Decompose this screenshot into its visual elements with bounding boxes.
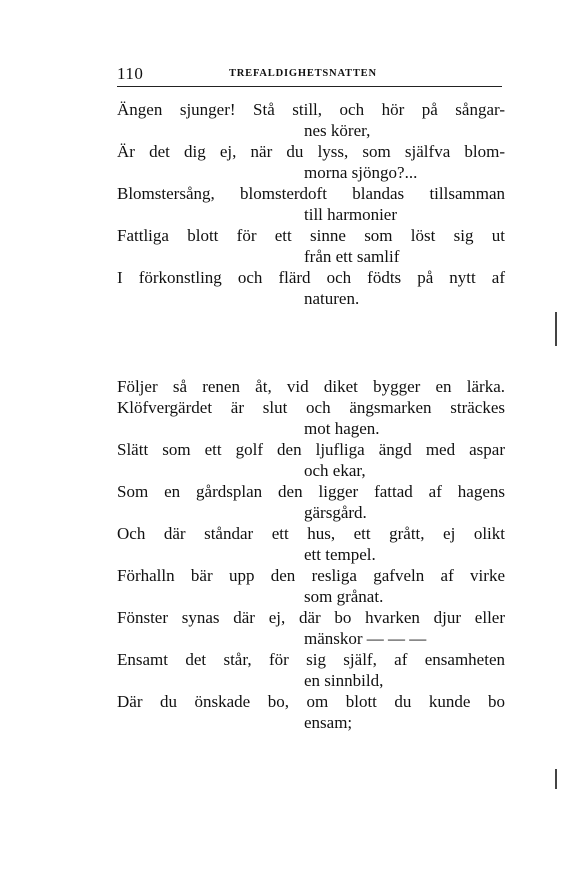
verse-continuation: ensam; [304, 713, 353, 732]
verse-line: Som en gårdsplan den ligger fattad af hagens [117, 482, 505, 501]
verse-continuation: nes körer, [304, 121, 371, 140]
verse-continuation: som grånat. [304, 587, 384, 606]
verse-continuation: en sinnbild, [304, 671, 384, 690]
verse-line: I förkonstling och flärd och födts på nytt af [117, 268, 505, 287]
verse-continuation: från ett samlif [304, 247, 400, 266]
scan-edge-mark [555, 769, 557, 789]
verse-line: Där du önskade bo, om blott du kunde bo [117, 692, 505, 711]
verse-line: Fönster synas där ej, där bo hvarken djur eller [117, 608, 505, 627]
verse-line: Och där ståndar ett hus, ett grått, ej olikt [117, 524, 505, 543]
verse-line: Följer så renen åt, vid diket bygger en lärka. [117, 377, 505, 396]
verse-continuation: morna sjöngo?... [304, 163, 418, 182]
verse-line: Fattliga blott för ett sinne som löst sig ut [117, 226, 505, 245]
verse-continuation: mot hagen. [304, 419, 380, 438]
verse-continuation: och ekar, [304, 461, 366, 480]
verse-continuation: mänskor — — — [304, 629, 427, 648]
page-header [117, 64, 502, 86]
stanza-1 [117, 99, 505, 309]
verse-line: Blomstersång, blomsterdoft blandas tillsamman [117, 184, 505, 203]
header-rule [117, 86, 502, 87]
running-title: TREFALDIGHETSNATTEN [229, 68, 377, 79]
verse-continuation: gärsgård. [304, 503, 367, 522]
verse-continuation: ett tempel. [304, 545, 376, 564]
verse-line: Ängen sjunger! Stå still, och hör på sångar- [117, 100, 505, 119]
verse-continuation: naturen. [304, 289, 360, 308]
verse-line: Är det dig ej, när du lyss, som själfva blom- [117, 142, 505, 161]
verse-line: Förhalln bär upp den resliga gafveln af virke [117, 566, 505, 585]
verse-line: Klöfvergärdet är slut och ängsmarken sträckes [117, 398, 505, 417]
stanza-2 [117, 376, 505, 733]
verse-line: Ensamt det står, för sig själf, af ensamheten [117, 650, 505, 669]
verse-line: Slätt som ett golf den ljufliga ängd med aspar [117, 440, 505, 459]
page-number: 110 [117, 64, 144, 83]
verse-continuation: till harmonier [304, 205, 398, 224]
scan-edge-mark [555, 312, 557, 346]
